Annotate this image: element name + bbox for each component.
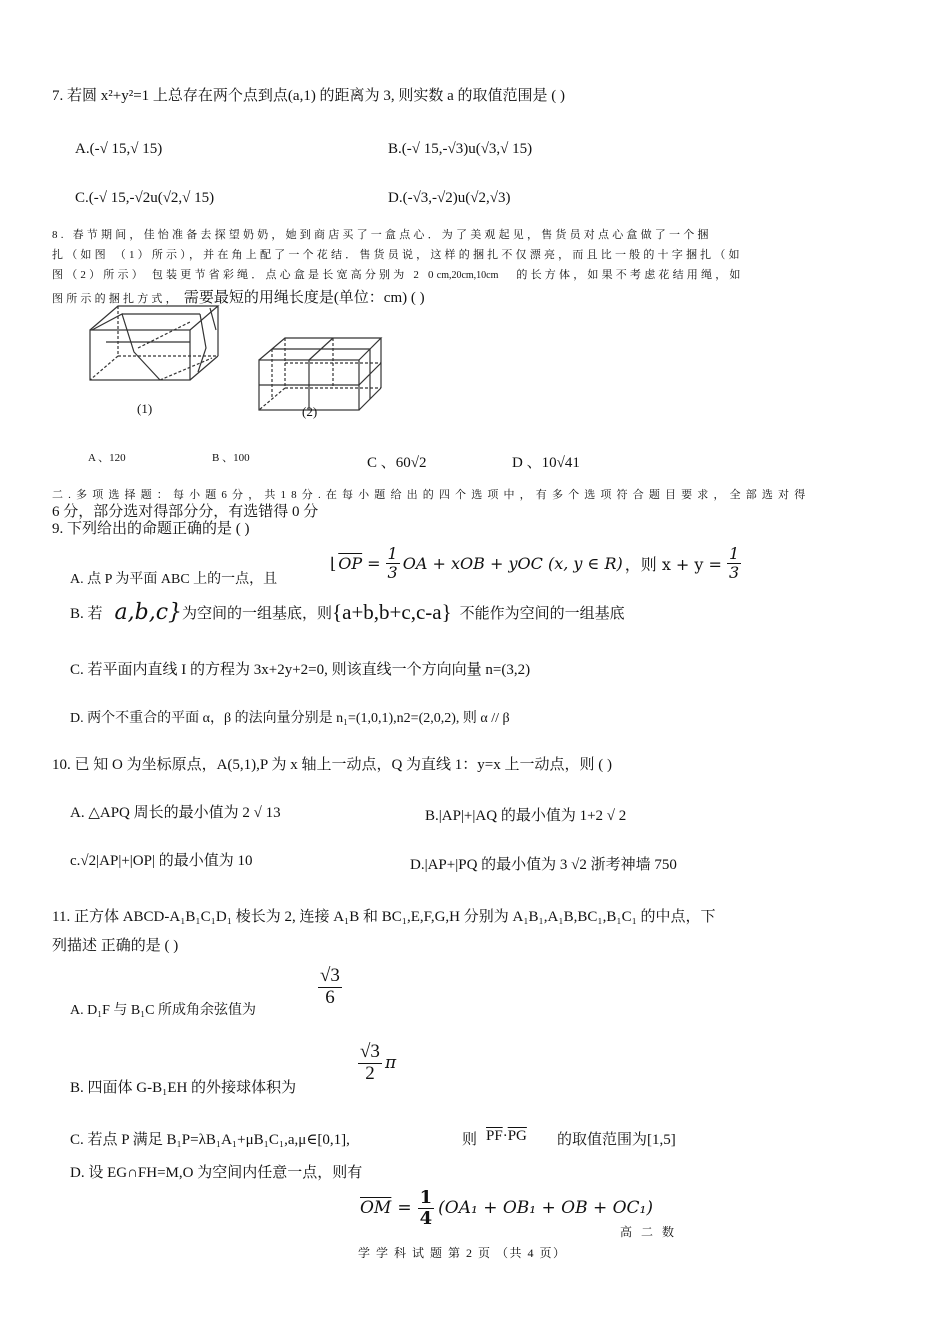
q11-option-d-text: D. 设 EG∩FH=M,O 为空间内任意一点，则有	[70, 1165, 363, 1181]
q8-figure-1	[82, 300, 232, 386]
q9-vec-sum: OA + xOB + yOC (x, y ∈ R)	[402, 553, 623, 573]
q9-stem: 9. 下列给出的命题正确的是 ( )	[52, 521, 250, 537]
footer-page-number: 学 学 科 试 题 第 2 页 （共 4 页）	[358, 1246, 567, 1260]
q11-frac-quarter: $\frac{1}{4}$	[419, 1187, 433, 1229]
q8-figure-2-caption: (2)	[302, 404, 318, 419]
q11-option-a-frac: $\frac{√3}{6}$	[320, 965, 340, 1008]
section2-scoring: 6 分，部分选对得部分分，有选错得 0 分	[52, 504, 319, 520]
q9-option-c: C. 若平面内直线 I 的方程为 3x+2y+2=0, 则该直线一个方向向量 n=(3,2)	[70, 662, 531, 678]
q10-option-a: A. △APQ 周长的最小值为 2 √ 13	[70, 805, 281, 821]
q8-line3-a: 图（2）所示） 包装更节省彩绳．点心盒是长宽高分别为 2 0	[52, 269, 437, 281]
q8-line2: 扎（如图 （1）所示），并在角上配了一个花结．售货员说，这样的捆扎不仅漂亮，而且比一般的十字捆扎（如	[52, 249, 743, 261]
q11-stem-line2: 列描述 正确的是 ( )	[52, 938, 179, 954]
q8-figure-2	[255, 322, 387, 414]
q8-option-c: C 、60√2	[367, 455, 427, 471]
q11-dot: ·	[502, 1128, 508, 1144]
q7-option-a: A.(-√ 15,√ 15)	[75, 141, 163, 157]
q9-basis-set: a,b,c}	[114, 600, 183, 625]
q11-stem-line1: 11. 正方体 ABCD-A₁B₁C₁D₁ 棱长为 2, 连接 A₁B 和 BC₁,E,F,G,H 分别为 A₁B₁,A₁B,BC₁,B₁C₁ 的中点，下	[52, 909, 716, 925]
q11-option-c-dot-product	[486, 1128, 527, 1145]
q9-option-b-pre: B. 若	[70, 606, 103, 622]
q8-line1: 8. 春节期间，佳怡准备去探望奶奶，她到商店买了一盒点心．为了美观起见，售货员对点心盒做了一个捆	[52, 229, 712, 241]
q11-option-b-value	[358, 1042, 396, 1085]
q11-option-a-text: A. D₁F 与 B₁C 所成角余弦值为	[70, 1003, 256, 1018]
q7-option-d: D.(-√3,-√2)u(√2,√3)	[388, 190, 511, 206]
q11-vec-pg: $\overline{PG}$	[507, 1128, 527, 1144]
q8-option-b: B 、100	[212, 452, 250, 464]
q8-line3-c: 的长方体，如果不考虑花结用绳，如	[516, 269, 744, 281]
q11-pi: π	[384, 1053, 397, 1074]
q11-option-b-frac: $\frac{√3}{2}$	[360, 1041, 380, 1084]
q10-option-b: B.|AP|+|AQ 的最小值为 1+2 √ 2	[425, 808, 627, 824]
q9-then-sum: ，则 x + y =	[624, 554, 722, 574]
q7-option-c: C.(-√ 15,-√2u(√2,√ 15)	[75, 190, 215, 206]
footer-grade: 高 二 数	[620, 1225, 678, 1239]
q11-vec-sum: (OA₁ + OB₁ + OB + OC₁)	[438, 1198, 654, 1219]
q11-option-c-range: 的取值范围为[1,5]	[557, 1132, 676, 1148]
q9-option-a-formula: ⌊ $\overline{OP}$ = $\frac{1}{3}$ OA + xOB + yOC (x, y ∈ R) ，则 x + y = $\frac{1}{3}$	[330, 543, 740, 582]
q9-frac-one-third: $\frac{1}{3}$	[387, 543, 398, 582]
q8-dimensions: cm,20cm,10cm	[436, 270, 499, 281]
q9-option-b-mid: 为空间的一组基底，则	[182, 606, 333, 622]
q9-option-a-text: A. 点 P 为平面 ABC 上的一点，且	[70, 572, 278, 587]
section2-header: 二 . 多 项 选 择 题 ： 每 小 题 6 分 ， 共 1 8 分 . 在 每 小 题 给 出 的 四 个 选 项 中 ， 有 多 个 选 项 符 合 题 目 要 求 ， 全 部 选 对 得	[52, 489, 807, 501]
q11-option-b-text: B. 四面体 G-B₁EH 的外接球体积为	[70, 1080, 297, 1096]
q8-figure-1-caption: (1)	[137, 401, 153, 416]
q8-line4-a: 图所示的捆扎方式，	[52, 293, 180, 305]
q7-stem: 7. 若圆 x²+y²=1 上总存在两个点到点(a,1) 的距离为 3, 则实数 a 的取值范围是 ( )	[52, 88, 565, 104]
q9-new-set: {a+b,b+c,c-a}	[332, 600, 452, 624]
q11-option-c-text: C. 若点 P 满足 B₁P=λB₁A₁+μB₁C₁,a,μ∈[0,1],	[70, 1132, 350, 1148]
q7-option-b: B.(-√ 15,-√3)u(√3,√ 15)	[388, 141, 533, 157]
q8-line4-b: 需要最短的用绳长度是(单位：cm) ( )	[183, 290, 425, 306]
q11-vec-pf: $\overline{PF}$	[486, 1128, 503, 1144]
q10-stem: 10. 已 知 O 为坐标原点，A(5,1),P 为 x 轴上一动点，Q 为直线 1：y=x 上一动点，则 ( )	[52, 757, 612, 773]
q11-option-d-formula: $\overline{OM}$ = $\frac{1}{4}$ (OA₁ + OB₁ + OB + OC₁)	[360, 1187, 654, 1229]
q11-vec-om: $\overline{OM}$	[360, 1198, 392, 1219]
q10-option-c: c.√2|AP|+|OP| 的最小值为 10	[70, 853, 253, 869]
q8-option-d: D 、10√41	[512, 455, 580, 471]
q9-option-d: D. 两个不重合的平面 α，β 的法向量分别是 n₁=(1,0,1),n2=(2,0,2), 则 α // β	[70, 711, 510, 726]
q9-option-b	[70, 600, 625, 625]
q9-option-b-post: 不能作为空间的一组基底	[459, 606, 625, 622]
q9-vec-op: $\overline{OP}$	[338, 553, 363, 573]
q8-line3	[52, 265, 744, 283]
q9-result-frac: $\frac{1}{3}$	[728, 543, 740, 582]
q8-option-a: A 、120	[88, 452, 126, 464]
q11-option-c-then: 则	[462, 1132, 478, 1148]
q10-option-d: D.|AP+|PQ 的最小值为 3 √2 浙考神墙 750	[410, 857, 677, 873]
